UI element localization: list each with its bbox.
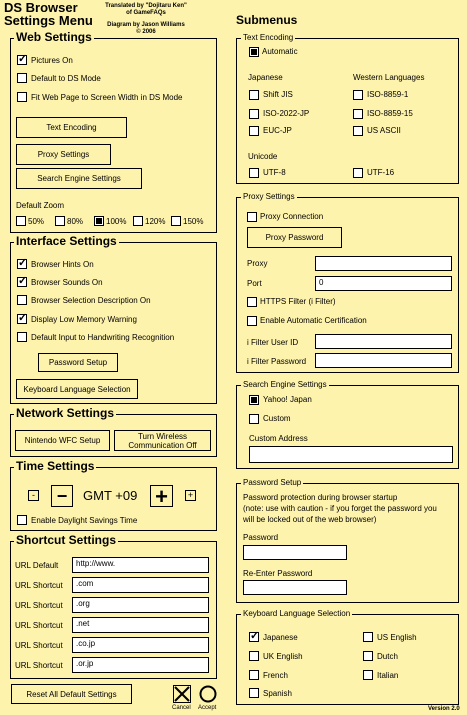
zoom-80-label: 80% xyxy=(67,217,84,226)
utf-8-radio[interactable] xyxy=(249,168,259,178)
us-ascii-radio[interactable] xyxy=(353,126,363,136)
url-shortcut-input-4[interactable]: .co.jp xyxy=(72,637,209,653)
iso-8859-15-label: ISO-8859-15 xyxy=(367,109,413,118)
uk-english-kb-label: UK English xyxy=(263,652,303,661)
low-memory-label: Display Low Memory Warning xyxy=(31,315,137,324)
spanish-kb-label: Spanish xyxy=(263,689,292,698)
uk-english-kb-radio[interactable] xyxy=(249,651,259,661)
dst-label: Enable Daylight Savings Time xyxy=(31,516,138,525)
us-english-kb-label: US English xyxy=(377,633,417,642)
title-line-2: Settings Menu xyxy=(4,13,93,28)
credit-site: of GameFAQs xyxy=(126,10,166,16)
japanese-kb-radio[interactable] xyxy=(249,632,259,642)
handwriting-checkbox[interactable] xyxy=(17,332,27,342)
credit-copyright: © 2006 xyxy=(136,29,156,35)
url-shortcut-label-4: URL Shortcut xyxy=(15,641,63,650)
zoom-80-radio[interactable] xyxy=(55,216,65,226)
spanish-kb-radio[interactable] xyxy=(249,688,259,698)
url-shortcut-input-2[interactable]: .org xyxy=(72,597,209,613)
nintendo-wfc-button[interactable]: Nintendo WFC Setup xyxy=(15,430,110,451)
port-input[interactable]: 0 xyxy=(315,276,452,291)
text-encoding-button[interactable]: Text Encoding xyxy=(16,117,127,138)
keyboard-language-group xyxy=(236,609,459,705)
custom-address-label: Custom Address xyxy=(249,434,308,443)
password-setup-group xyxy=(236,478,459,603)
euc-jp-label: EUC-JP xyxy=(263,126,292,135)
wireless-off-label-2: Communication Off xyxy=(128,440,197,450)
dutch-kb-label: Dutch xyxy=(377,652,398,661)
proxy-connection-label: Proxy Connection xyxy=(260,212,324,221)
pictures-on-checkbox[interactable] xyxy=(17,55,27,65)
dutch-kb-radio[interactable] xyxy=(363,651,373,661)
dst-checkbox[interactable] xyxy=(17,515,27,525)
euc-jp-radio[interactable] xyxy=(249,126,259,136)
time-settings-group xyxy=(10,459,217,531)
proxy-settings-title: Proxy Settings xyxy=(243,192,295,201)
accept-button[interactable] xyxy=(199,685,217,703)
url-shortcut-input-3[interactable]: .net xyxy=(72,617,209,633)
handwriting-label: Default Input to Handwriting Recognition xyxy=(31,333,175,342)
search-engine-button[interactable]: Search Engine Settings xyxy=(16,168,142,189)
proxy-settings-button[interactable]: Proxy Settings xyxy=(16,144,111,165)
custom-engine-label: Custom xyxy=(263,414,291,423)
text-encoding-title: Text Encoding xyxy=(243,33,294,42)
yahoo-japan-radio[interactable] xyxy=(249,395,259,405)
reenter-password-input[interactable] xyxy=(243,580,347,595)
iso-8859-15-radio[interactable] xyxy=(353,109,363,119)
japanese-header: Japanese xyxy=(248,73,283,82)
shift-jis-label: Shift JIS xyxy=(263,90,293,99)
utf-8-label: UTF-8 xyxy=(263,168,286,177)
zoom-100-label: 100% xyxy=(106,217,127,226)
url-default-input[interactable]: http://www. xyxy=(72,557,209,573)
cancel-label: Cancel xyxy=(172,705,191,711)
url-shortcut-label-1: URL Shortcut xyxy=(15,581,63,590)
minus-big-button[interactable]: − xyxy=(51,485,73,507)
zoom-50-radio[interactable] xyxy=(16,216,26,226)
password-label: Password xyxy=(243,533,279,542)
accept-label: Accept xyxy=(198,705,217,711)
plus-small-button[interactable]: + xyxy=(185,490,196,501)
ifilter-user-input[interactable] xyxy=(315,334,452,349)
western-header: Western Languages xyxy=(353,73,425,82)
password-setup-button[interactable]: Password Setup xyxy=(38,353,118,372)
password-desc-1: Password protection during browser startup xyxy=(243,493,398,502)
yahoo-japan-label: Yahoo! Japan xyxy=(263,395,312,404)
wireless-off-button[interactable] xyxy=(114,430,211,451)
url-shortcut-input-5[interactable]: .or.jp xyxy=(72,657,209,673)
plus-big-button[interactable]: + xyxy=(150,485,173,507)
wireless-off-label-1: Turn Wireless xyxy=(137,431,188,441)
text-encoding-group xyxy=(236,33,459,184)
custom-address-input[interactable] xyxy=(249,446,453,463)
japanese-kb-label: Japanese xyxy=(263,633,298,642)
interface-settings-title: Interface Settings xyxy=(16,234,117,248)
browser-sounds-checkbox[interactable] xyxy=(17,277,27,287)
french-kb-label: French xyxy=(263,671,288,680)
zoom-50-label: 50% xyxy=(28,217,45,226)
url-shortcut-label-5: URL Shortcut xyxy=(15,661,63,670)
password-desc-3: will be locked out of the web browser) xyxy=(243,515,377,524)
accept-circle-icon xyxy=(199,685,217,703)
iso-8859-1-label: ISO-8859-1 xyxy=(367,90,409,99)
minus-small-button[interactable]: - xyxy=(28,490,39,501)
shift-jis-radio[interactable] xyxy=(249,90,259,100)
selection-desc-label: Browser Selection Description On xyxy=(31,296,151,305)
italian-kb-label: Italian xyxy=(377,671,399,680)
browser-sounds-label: Browser Sounds On xyxy=(31,278,103,287)
https-filter-checkbox[interactable] xyxy=(247,297,257,307)
web-settings-title: Web Settings xyxy=(16,30,92,44)
proxy-settings-group xyxy=(236,192,459,373)
encoding-automatic-label: Automatic xyxy=(262,47,298,56)
search-engine-group xyxy=(236,380,459,469)
selection-desc-checkbox[interactable] xyxy=(17,295,27,305)
time-settings-title: Time Settings xyxy=(16,459,95,473)
interface-settings-group xyxy=(10,234,217,404)
ifilter-user-label: i Filter User ID xyxy=(247,338,299,347)
version-label: Version 2.0 xyxy=(428,706,460,712)
fit-page-checkbox[interactable] xyxy=(17,92,27,102)
browser-hints-label: Browser Hints On xyxy=(31,260,94,269)
url-shortcut-label-2: URL Shortcut xyxy=(15,601,63,610)
us-ascii-label: US ASCII xyxy=(367,126,401,135)
italian-kb-radio[interactable] xyxy=(363,670,373,680)
zoom-150-radio[interactable] xyxy=(171,216,181,226)
search-engine-title: Search Engine Settings xyxy=(243,380,327,389)
credits xyxy=(98,3,194,36)
zoom-100-radio[interactable] xyxy=(94,216,104,226)
default-ds-label: Default to DS Mode xyxy=(31,74,101,83)
network-settings-title: Network Settings xyxy=(16,406,115,420)
proxy-input[interactable] xyxy=(315,256,452,271)
password-desc-2: (note: use with caution - if you forget the password you xyxy=(243,504,437,513)
utf-16-label: UTF-16 xyxy=(367,168,395,177)
proxy-password-button[interactable]: Proxy Password xyxy=(247,227,342,248)
auto-cert-label: Enable Automatic Certification xyxy=(260,316,367,325)
unicode-header: Unicode xyxy=(248,152,278,161)
pictures-on-label: Pictures On xyxy=(31,56,73,65)
iso-8859-1-radio[interactable] xyxy=(353,90,363,100)
us-english-kb-radio[interactable] xyxy=(363,632,373,642)
ifilter-password-input[interactable] xyxy=(315,353,452,368)
keyboard-language-title: Keyboard Language Selection xyxy=(243,609,351,618)
submenus-title: Submenus xyxy=(236,13,298,27)
default-ds-checkbox[interactable] xyxy=(17,73,27,83)
password-setup-title: Password Setup xyxy=(243,478,302,487)
https-filter-label: HTTPS Filter (i Filter) xyxy=(260,297,336,306)
proxy-connection-checkbox[interactable] xyxy=(247,212,257,222)
url-default-label: URL Default xyxy=(15,561,59,570)
keyboard-language-button[interactable]: Keyboard Language Selection xyxy=(16,379,138,399)
credit-translator: Translated by "Dojitaru Ken" xyxy=(105,3,187,9)
title-line-1: DS Browser xyxy=(4,0,78,15)
timezone-value: GMT +09 xyxy=(83,488,138,503)
reset-defaults-button[interactable]: Reset All Default Settings xyxy=(11,684,132,704)
french-kb-radio[interactable] xyxy=(249,670,259,680)
shortcut-settings-group xyxy=(10,533,217,679)
default-zoom-label: Default Zoom xyxy=(16,201,65,210)
reenter-password-label: Re-Enter Password xyxy=(243,569,313,578)
utf-16-radio[interactable] xyxy=(353,168,363,178)
encoding-automatic-radio[interactable] xyxy=(249,47,259,57)
fit-page-label: Fit Web Page to Screen Width in DS Mode xyxy=(31,93,183,102)
browser-hints-checkbox[interactable] xyxy=(17,259,27,269)
custom-engine-radio[interactable] xyxy=(249,414,259,424)
credit-diagram: Diagram by Jason Williams xyxy=(107,22,185,28)
low-memory-checkbox[interactable] xyxy=(17,314,27,324)
zoom-150-label: 150% xyxy=(183,217,204,226)
url-shortcut-input-1[interactable]: .com xyxy=(72,577,209,593)
port-label: Port xyxy=(247,279,262,288)
iso-2022-jp-label: ISO-2022-JP xyxy=(263,109,310,118)
cancel-button[interactable] xyxy=(173,685,191,703)
shortcut-settings-title: Shortcut Settings xyxy=(16,533,117,547)
password-input[interactable] xyxy=(243,545,347,560)
ifilter-password-label: i Filter Password xyxy=(247,357,307,366)
zoom-120-radio[interactable] xyxy=(133,216,143,226)
url-shortcut-label-3: URL Shortcut xyxy=(15,621,63,630)
auto-cert-checkbox[interactable] xyxy=(247,316,257,326)
proxy-field-label: Proxy xyxy=(247,259,268,268)
iso-2022-jp-radio[interactable] xyxy=(249,109,259,119)
network-settings-group xyxy=(10,406,217,457)
zoom-120-label: 120% xyxy=(145,217,166,226)
cancel-x-icon xyxy=(174,686,190,702)
